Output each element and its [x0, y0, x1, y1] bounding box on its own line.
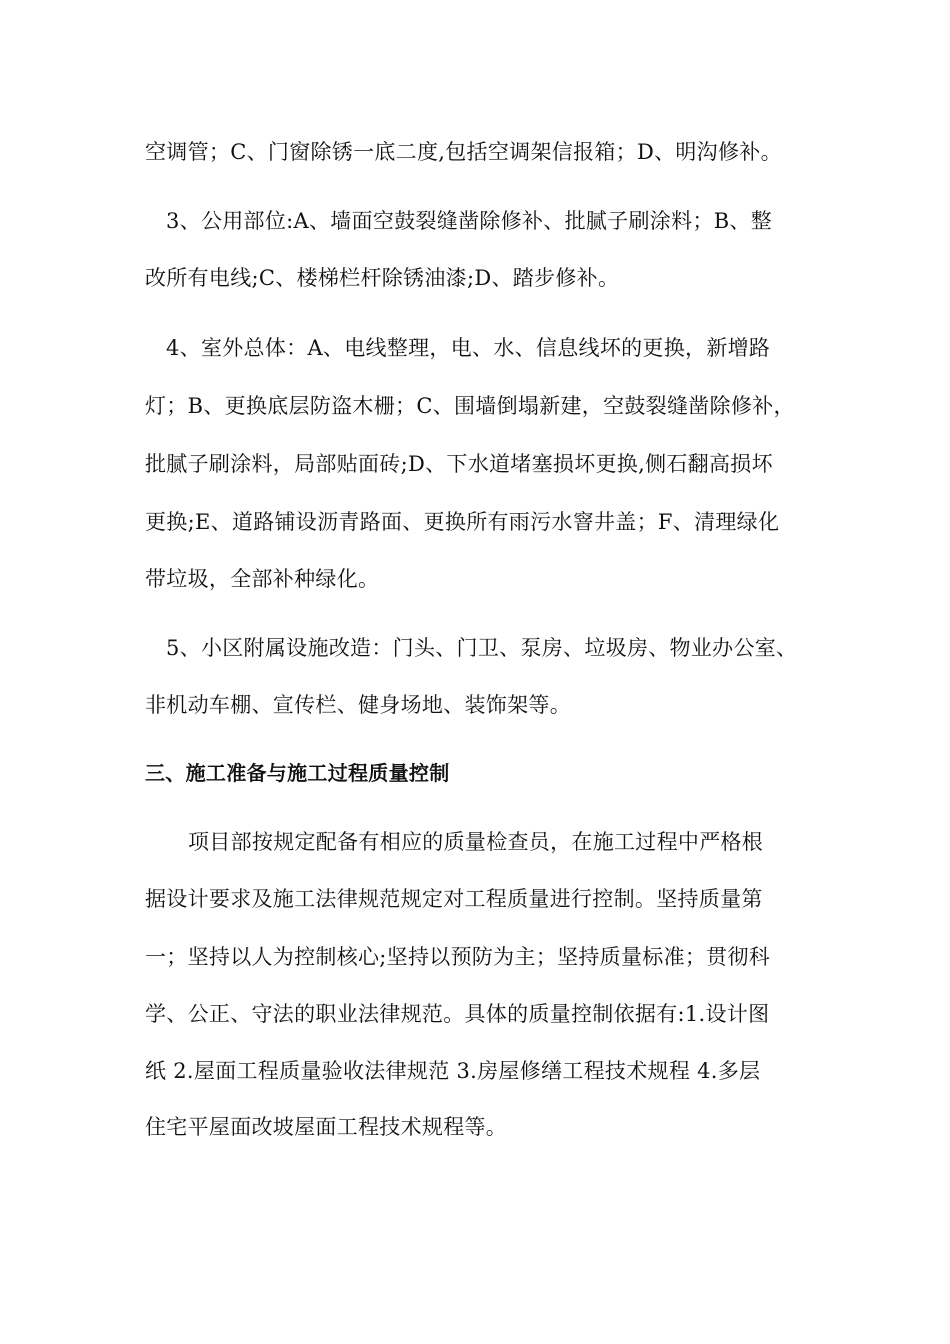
paragraph-4-line-3: 批腻子刷涂料，局部贴面砖;D、下水道堵塞损坏更换,侧石翻高损坏	[145, 452, 773, 476]
paragraph-3-line-1: 3、公用部位:A、墙面空鼓裂缝凿除修补、批腻子刷涂料；B、整	[166, 209, 773, 233]
paragraph-4-line-4: 更换;E、道路铺设沥青路面、更换所有雨污水窨井盖；F、清理绿化	[145, 510, 780, 534]
section-paragraph-line-3: 一；坚持以人为控制核心;坚持以预防为主；坚持质量标准；贯彻科	[145, 945, 771, 969]
paragraph-5-line-1: 5、小区附属设施改造：门头、门卫、泵房、垃圾房、物业办公室、	[166, 636, 798, 660]
paragraph-5-line-2: 非机动车棚、宣传栏、健身场地、装饰架等。	[145, 693, 571, 717]
section-paragraph-line-2: 据设计要求及施工法律规范规定对工程质量进行控制。坚持质量第	[145, 887, 763, 911]
paragraph-3-line-2: 改所有电线;C、楼梯栏杆除锈油漆;D、踏步修补。	[145, 266, 620, 290]
section-paragraph-line-6: 住宅平屋面改坡屋面工程技术规程等。	[145, 1115, 508, 1139]
paragraph-2-continuation-line: 空调管；C、门窗除锈一底二度,包括空调架信报箱；D、明沟修补。	[145, 140, 782, 164]
paragraph-4-line-1: 4、室外总体：A、电线整理，电、水、信息线坏的更换，新增路	[166, 336, 771, 360]
paragraph-4-line-5: 带垃圾，全部补种绿化。	[145, 567, 380, 591]
section-heading: 三、施工准备与施工过程质量控制	[145, 761, 450, 785]
section-paragraph-line-5: 纸 2.屋面工程质量验收法律规范 3.房屋修缮工程技术规程 4.多层	[145, 1059, 761, 1083]
section-paragraph-line-1: 项目部按规定配备有相应的质量检查员，在施工过程中严格根	[188, 830, 764, 854]
paragraph-4-line-2: 灯；B、更换底层防盗木栅；C、围墙倒塌新建，空鼓裂缝凿除修补，	[145, 394, 795, 418]
section-paragraph-line-4: 学、公正、守法的职业法律规范。具体的质量控制依据有:1.设计图	[145, 1002, 770, 1026]
